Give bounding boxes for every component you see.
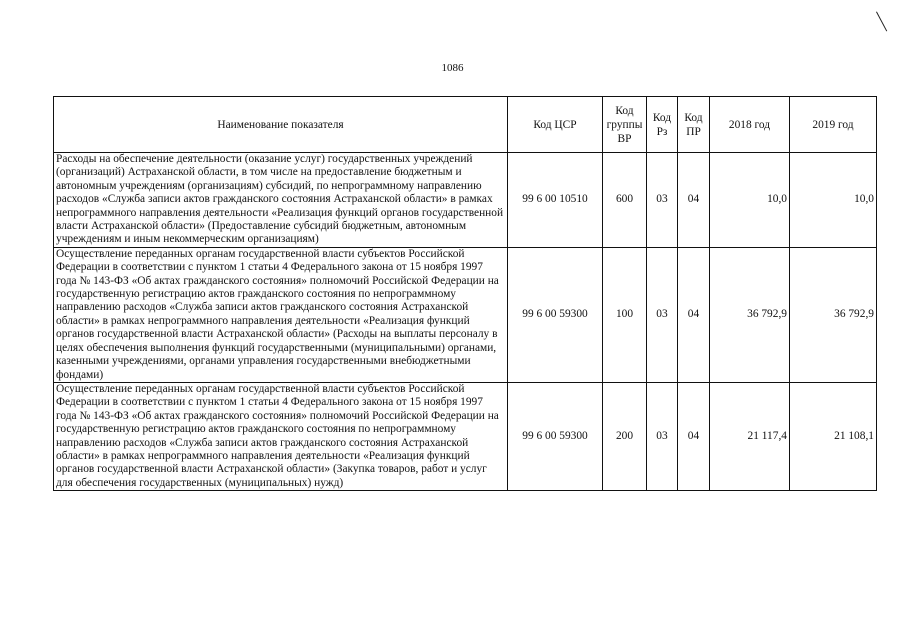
- row-rz: 03: [647, 153, 678, 248]
- row-pr: 04: [678, 382, 710, 490]
- row-vr: 600: [603, 153, 647, 248]
- header-csr: Код ЦСР: [508, 97, 603, 153]
- header-2019: 2019 год: [790, 97, 877, 153]
- row-rz: 03: [647, 247, 678, 382]
- header-vr: Код группы ВР: [603, 97, 647, 153]
- row-csr: 99 6 00 59300: [508, 247, 603, 382]
- row-2019: 21 108,1: [790, 382, 877, 490]
- corner-pen-mark: [876, 12, 887, 32]
- table-row: [54, 247, 877, 382]
- page-number: 1086: [441, 62, 464, 74]
- row-name: Осуществление переданных органам государственной власти субъектов Российской Федерации в соответствии с пунктом 1 статьи 4 Федерального закона от 15 ноября 1997 года № 143-ФЗ «Об актах гражданского состояния» полномочий Российской Федерации на государственную регистрацию актов гражданского состояния по непрограммному направлению расходов «Служба записи актов гражданского состояния Астраханской области» в рамках непрограммного направления деятельности «Реализация функций органов государственной власти Астраханской области» (Закупка товаров, работ и услуг для обеспечения государственных (муниципальных) нужд): [54, 382, 508, 490]
- header-rz: Код Рз: [647, 97, 678, 153]
- row-pr: 04: [678, 247, 710, 382]
- row-pr: 04: [678, 153, 710, 248]
- row-rz: 03: [647, 382, 678, 490]
- row-2018: 10,0: [710, 153, 790, 248]
- row-vr: 200: [603, 382, 647, 490]
- table-header-row: [54, 97, 877, 153]
- row-2018: 36 792,9: [710, 247, 790, 382]
- row-2019: 10,0: [790, 153, 877, 248]
- header-2018: 2018 год: [710, 97, 790, 153]
- row-csr: 99 6 00 10510: [508, 153, 603, 248]
- table-row: [54, 153, 877, 248]
- budget-table: [53, 96, 877, 491]
- row-vr: 100: [603, 247, 647, 382]
- row-csr: 99 6 00 59300: [508, 382, 603, 490]
- header-pr: Код ПР: [678, 97, 710, 153]
- row-2019: 36 792,9: [790, 247, 877, 382]
- header-name: Наименование показателя: [54, 97, 508, 153]
- table-row: [54, 382, 877, 490]
- row-2018: 21 117,4: [710, 382, 790, 490]
- row-name: Расходы на обеспечение деятельности (оказание услуг) государственных учреждений (организаций) Астраханской области, в том числе на предоставление бюджетным и автономным учреждениям (организациям) субсидий, по непрограммному направлению расходов «Служба записи актов гражданского состояния Астраханской области» в рамках непрограммного направления деятельности «Реализация функций органов государственной власти Астраханской области» (Предоставление субсидий бюджетным, автономным учреждениям и иным некоммерческим организациям): [54, 153, 508, 248]
- row-name: Осуществление переданных органам государственной власти субъектов Российской Федерации в соответствии с пунктом 1 статьи 4 Федерального закона от 15 ноября 1997 года № 143-ФЗ «Об актах гражданского состояния» полномочий Российской Федерации на государственную регистрацию актов гражданского состояния по непрограммному направлению расходов «Служба записи актов гражданского состояния Астраханской области» в рамках непрограммного направления деятельности «Реализация функций органов государственной власти Астраханской области» (Расходы на выплаты персоналу в целях обеспечения выполнения функций государственными (муниципальными) органами, казенными учреждениями, органами управления государственными внебюджетными фондами): [54, 247, 508, 382]
